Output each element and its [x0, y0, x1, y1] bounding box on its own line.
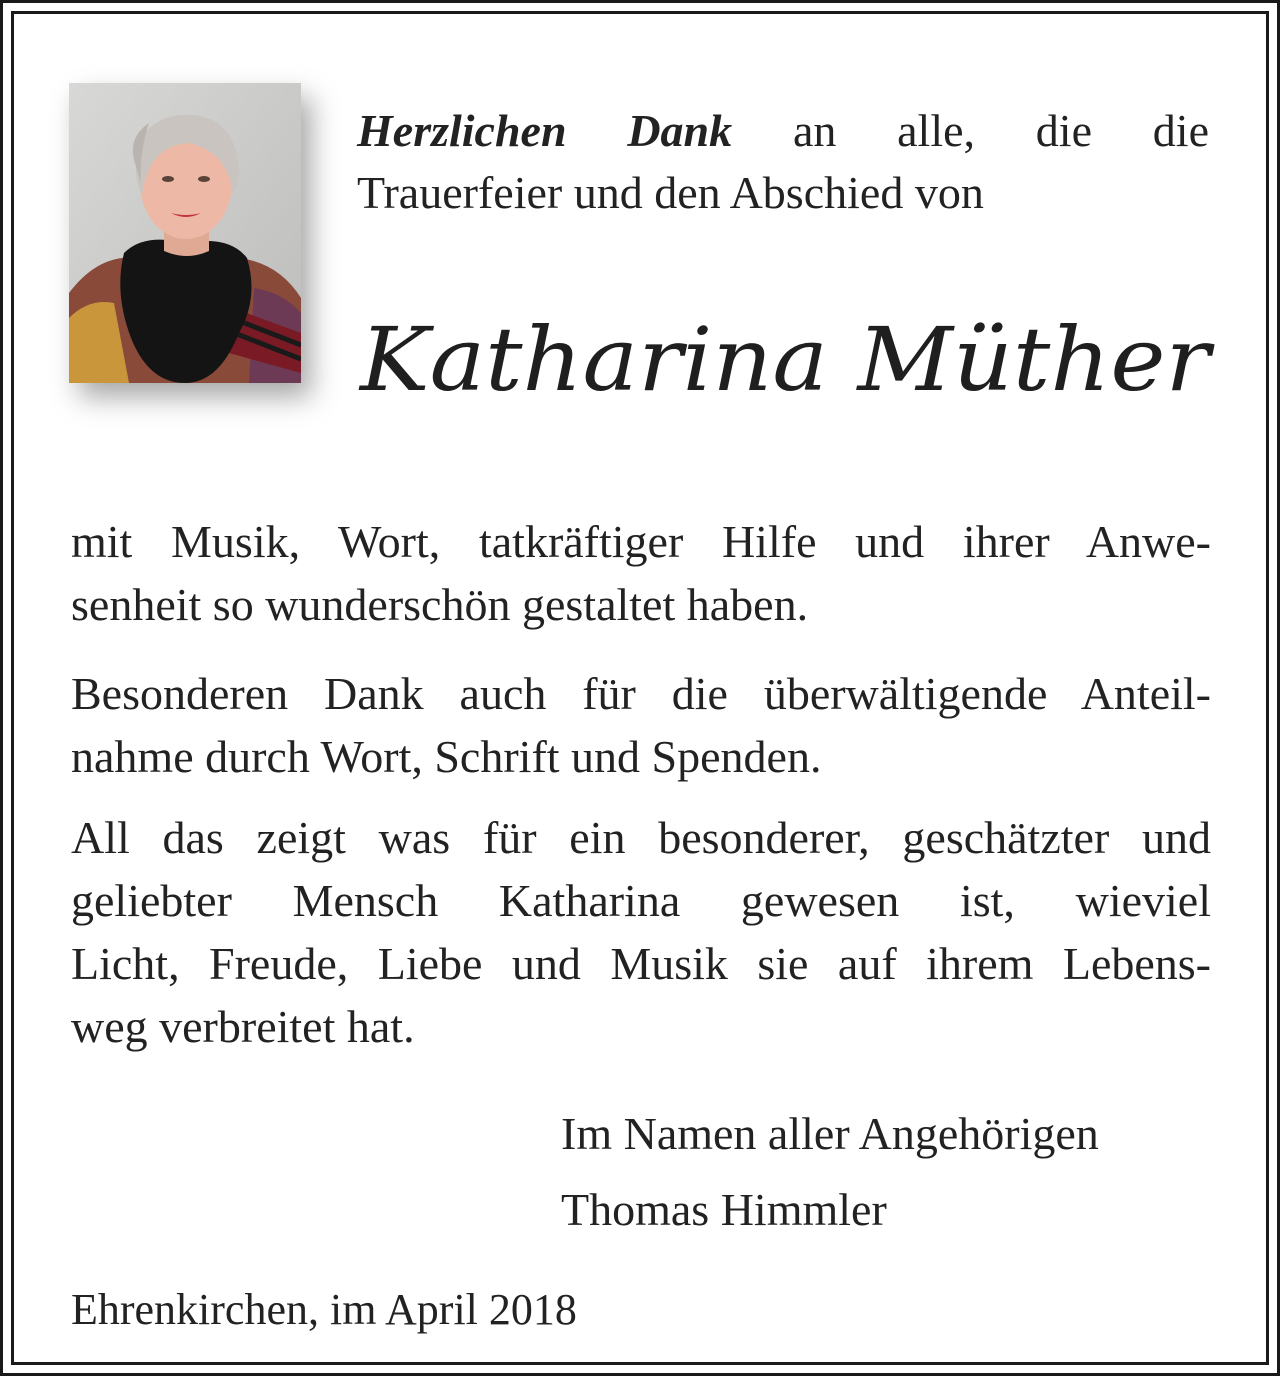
paragraph-2 — [71, 662, 1211, 788]
place-and-date: Ehrenkirchen, im April 2018 — [71, 1285, 577, 1334]
paragraph-1-line-1: mit Musik, Wort, tatkräftiger Hilfe und ihrer Anwe- — [71, 516, 1211, 567]
paragraph-3-line-1: All das zeigt was für ein besonderer, geschätzter und — [71, 812, 1211, 863]
intro-heading: Herzlichen Dank — [357, 105, 733, 156]
deceased-name — [340, 290, 1220, 430]
signature-name: Thomas Himmler — [561, 1184, 887, 1235]
intro-line-2: Trauerfeier und den Abschied von — [357, 167, 984, 218]
paragraph-1-line-2: senheit so wunderschön gestaltet haben. — [71, 579, 809, 630]
intro-line-1 — [357, 100, 1209, 162]
deceased-name-text: Katharina Müther — [357, 308, 1216, 411]
paragraph-3-line-2: geliebter Mensch Katharina gewesen ist, wieviel — [71, 875, 1211, 926]
signature-line-1: Im Namen aller Angehörigen — [561, 1108, 1099, 1159]
intro-line-1-rest: an alle, die die — [792, 105, 1209, 156]
paragraph-2-line-1: Besonderen Dank auch für die überwältigende Anteil- — [71, 668, 1211, 719]
portrait-photo — [69, 83, 301, 383]
paragraph-1 — [71, 510, 1211, 636]
paragraph-3 — [71, 806, 1211, 1058]
paragraph-2-line-2: nahme durch Wort, Schrift und Spenden. — [71, 731, 822, 782]
paragraph-3-line-3: Licht, Freude, Liebe und Musik sie auf ihrem Lebens- — [71, 938, 1211, 989]
paragraph-3-line-4: weg verbreitet hat. — [71, 1001, 415, 1052]
intro-text — [357, 100, 1209, 224]
